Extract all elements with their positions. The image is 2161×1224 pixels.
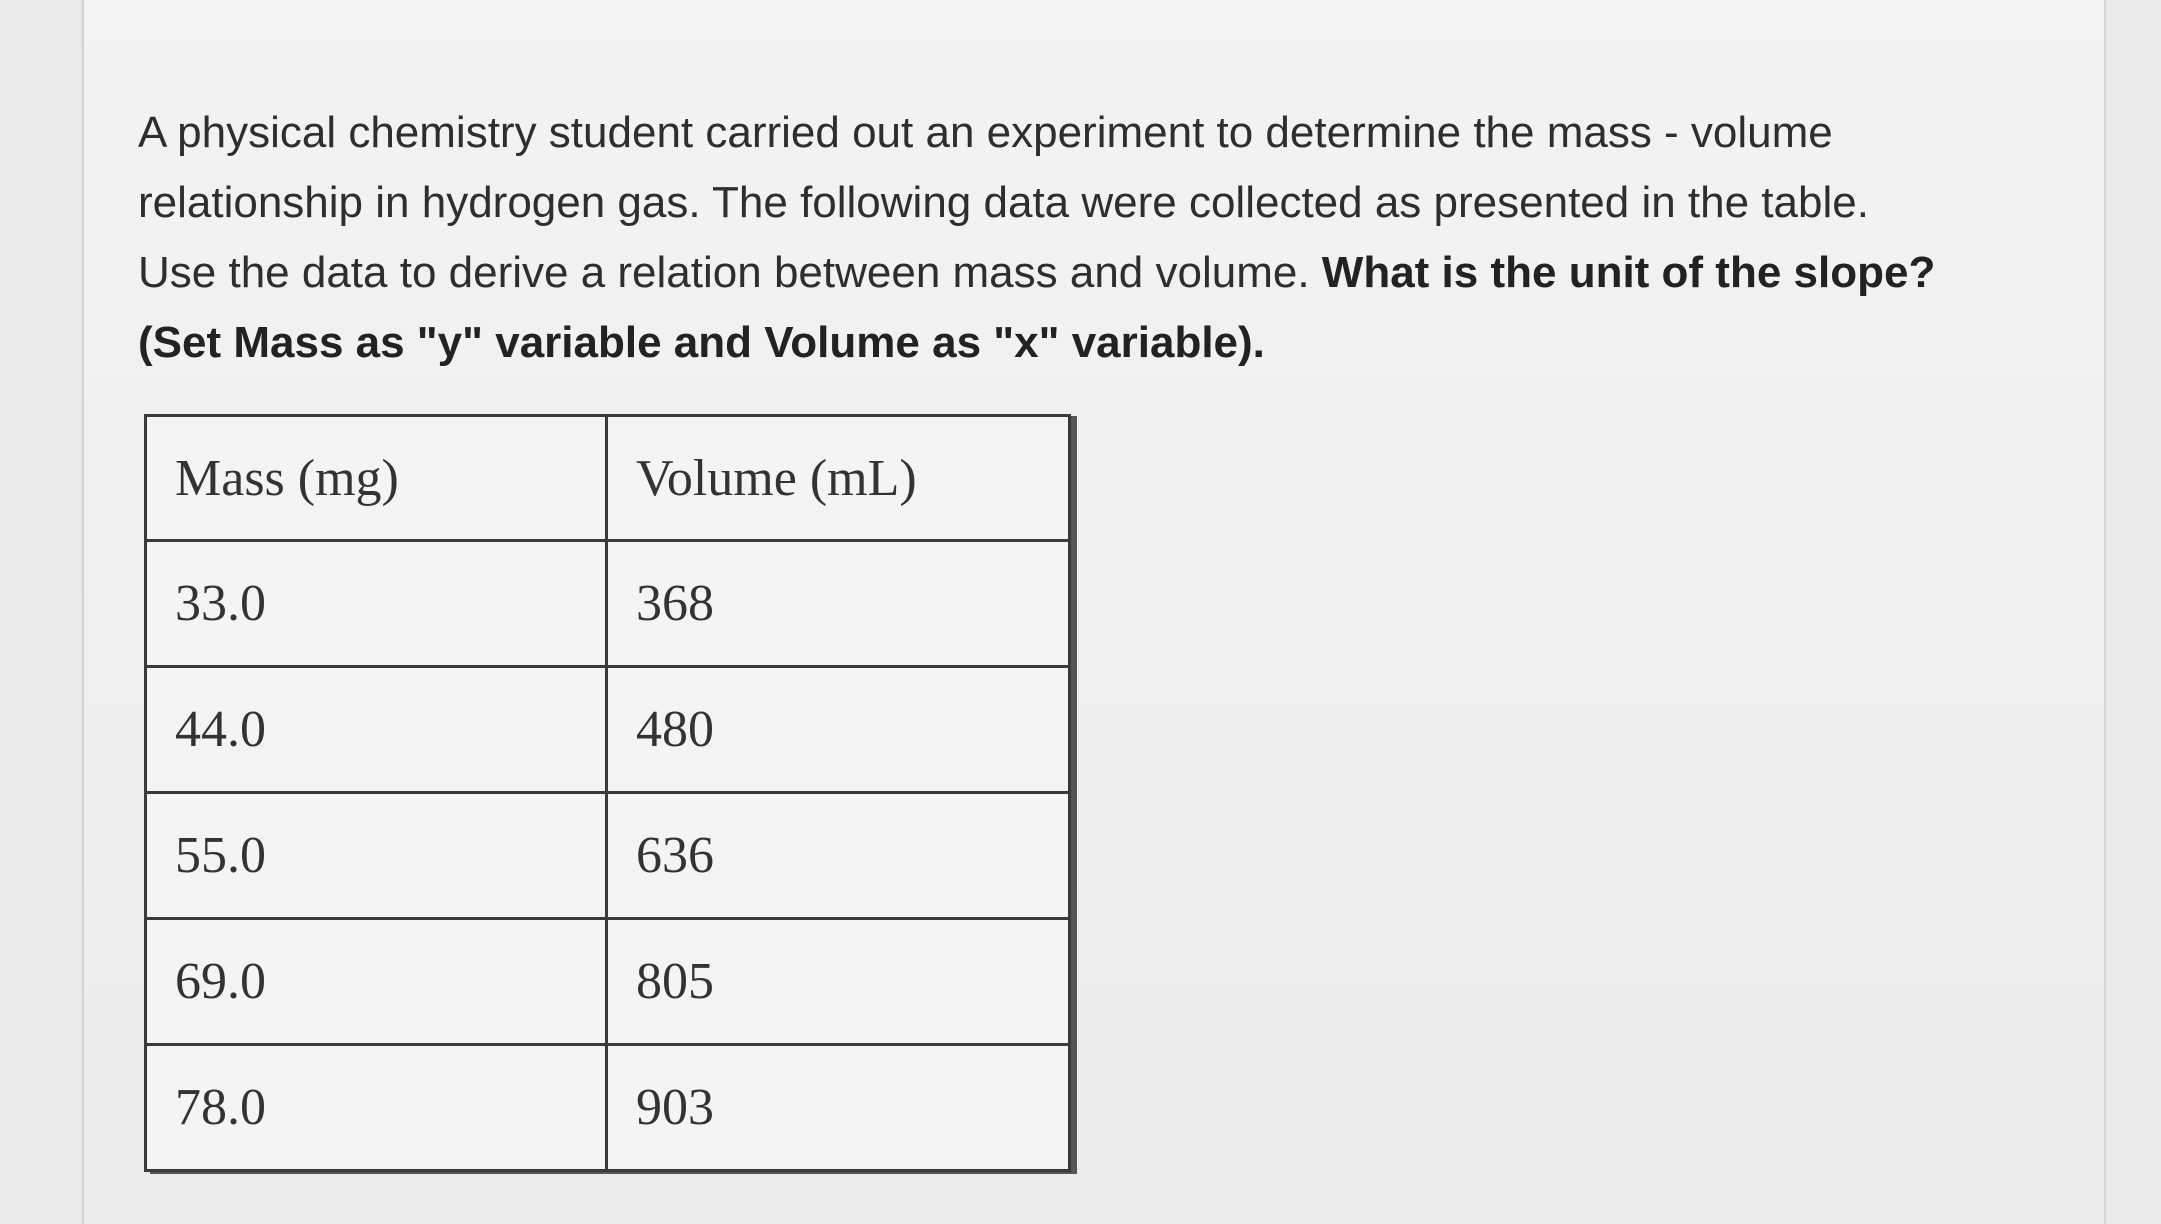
volume-cell: 480 [607,667,1070,793]
table-row [146,541,1070,667]
table-row [146,919,1070,1045]
table-header-row [146,416,1070,541]
question-line-2: relationship in hydrogen gas. The following data were collected as presented in the table. [138,178,1869,227]
table-row [146,793,1070,919]
question-line-3-plain: Use the data to derive a relation between mass and volume. [138,248,1322,297]
volume-cell: 903 [607,1045,1070,1171]
table-row [146,1045,1070,1171]
table-row [146,667,1070,793]
question-instruction: (Set Mass as "y" variable and Volume as "x" variable). [138,318,1265,367]
question-text [138,98,2038,378]
question-emphasis: What is the unit of the slope? [1321,248,1936,297]
header-volume: Volume (mL) [607,416,1070,541]
mass-cell: 78.0 [146,1045,607,1171]
question-line-1: A physical chemistry student carried out an experiment to determine the mass - volume [138,108,1833,157]
question-line-3 [138,238,2038,308]
volume-cell: 805 [607,919,1070,1045]
volume-cell: 368 [607,541,1070,667]
data-table [144,414,1071,1172]
volume-cell: 636 [607,793,1070,919]
mass-cell: 69.0 [146,919,607,1045]
question-line-4 [138,308,2038,378]
mass-cell: 55.0 [146,793,607,919]
mass-cell: 44.0 [146,667,607,793]
header-mass: Mass (mg) [146,416,607,541]
mass-cell: 33.0 [146,541,607,667]
